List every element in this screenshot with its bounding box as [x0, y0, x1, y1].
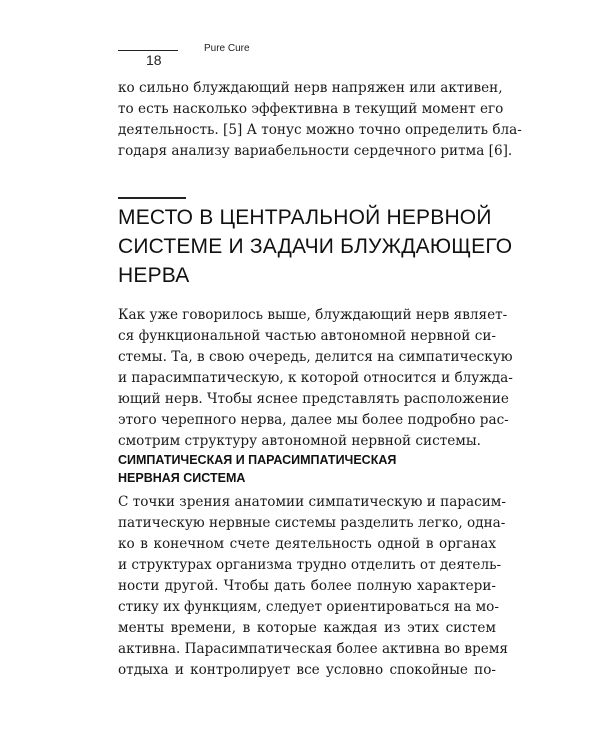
page-number: 18 [146, 52, 162, 68]
paragraph-line: и структурах организма трудно отделить от деятель- [118, 557, 502, 573]
paragraph-line: ющий нерв. Чтобы яснее представлять расположение [118, 391, 509, 407]
paragraph-line: С точки зрения анатомии симпатическую и парасим- [118, 494, 506, 510]
paragraph-line: этого черепного нерва, далее мы более подробно рас- [118, 412, 509, 428]
section-intro-paragraph [118, 305, 513, 452]
paragraph-line: отдыха и контролирует все условно спокойные по- [118, 662, 496, 678]
page-header [118, 40, 318, 70]
paragraph-line: деятельность. [5] А тонус можно точно определить бла- [118, 122, 522, 138]
subsection-paragraph [118, 492, 508, 681]
paragraph-line: стемы. Та, в свою очередь, делится на симпатическую [118, 349, 513, 365]
section-divider [118, 197, 186, 199]
subheading-line: СИМПАТИЧЕСКАЯ И ПАРАСИМПАТИЧЕСКАЯ [118, 453, 397, 467]
paragraph-line: ся функциональной частью автономной нервной си- [118, 328, 496, 344]
top-paragraph [118, 78, 522, 162]
header-rule [118, 50, 178, 51]
subheading-line: НЕРВНАЯ СИСТЕМА [118, 471, 246, 485]
paragraph-line: ности другой. Чтобы дать более полную характери- [118, 578, 496, 594]
paragraph-line: Как уже говорилось выше, блуждающий нерв являет- [118, 307, 508, 323]
heading-line: МЕСТО В ЦЕНТРАЛЬНОЙ НЕРВНОЙ [118, 206, 492, 229]
paragraph-line: активна. Парасимпатическая более активна во время [118, 641, 508, 657]
paragraph-line: и парасимпатическую, к которой относится и блуждa- [118, 370, 513, 386]
paragraph-line: ко сильно блуждающий нерв напряжен или активен, [118, 80, 503, 96]
running-title: Pure Cure [204, 43, 250, 54]
paragraph-line: патическую нервные системы разделить легко, одна- [118, 515, 506, 531]
paragraph-line: годаря анализу вариабельности сердечного ритма [6]. [118, 143, 513, 159]
heading-line: СИСТЕМЕ И ЗАДАЧИ БЛУЖДАЮЩЕГО [118, 235, 513, 258]
section-heading [118, 203, 518, 290]
subsection-heading [118, 451, 478, 487]
paragraph-line: стику их функциям, следует ориентироваться на мо- [118, 599, 499, 615]
paragraph-line: смотрим структуру автономной нервной системы. [118, 433, 481, 449]
paragraph-line: ко в конечном счете деятельность одной в органах [118, 536, 496, 552]
paragraph-line: менты времени, в которые каждая из этих систем [118, 620, 496, 636]
paragraph-line: то есть насколько эффективна в текущий момент его [118, 101, 504, 117]
heading-line: НЕРВА [118, 264, 190, 287]
